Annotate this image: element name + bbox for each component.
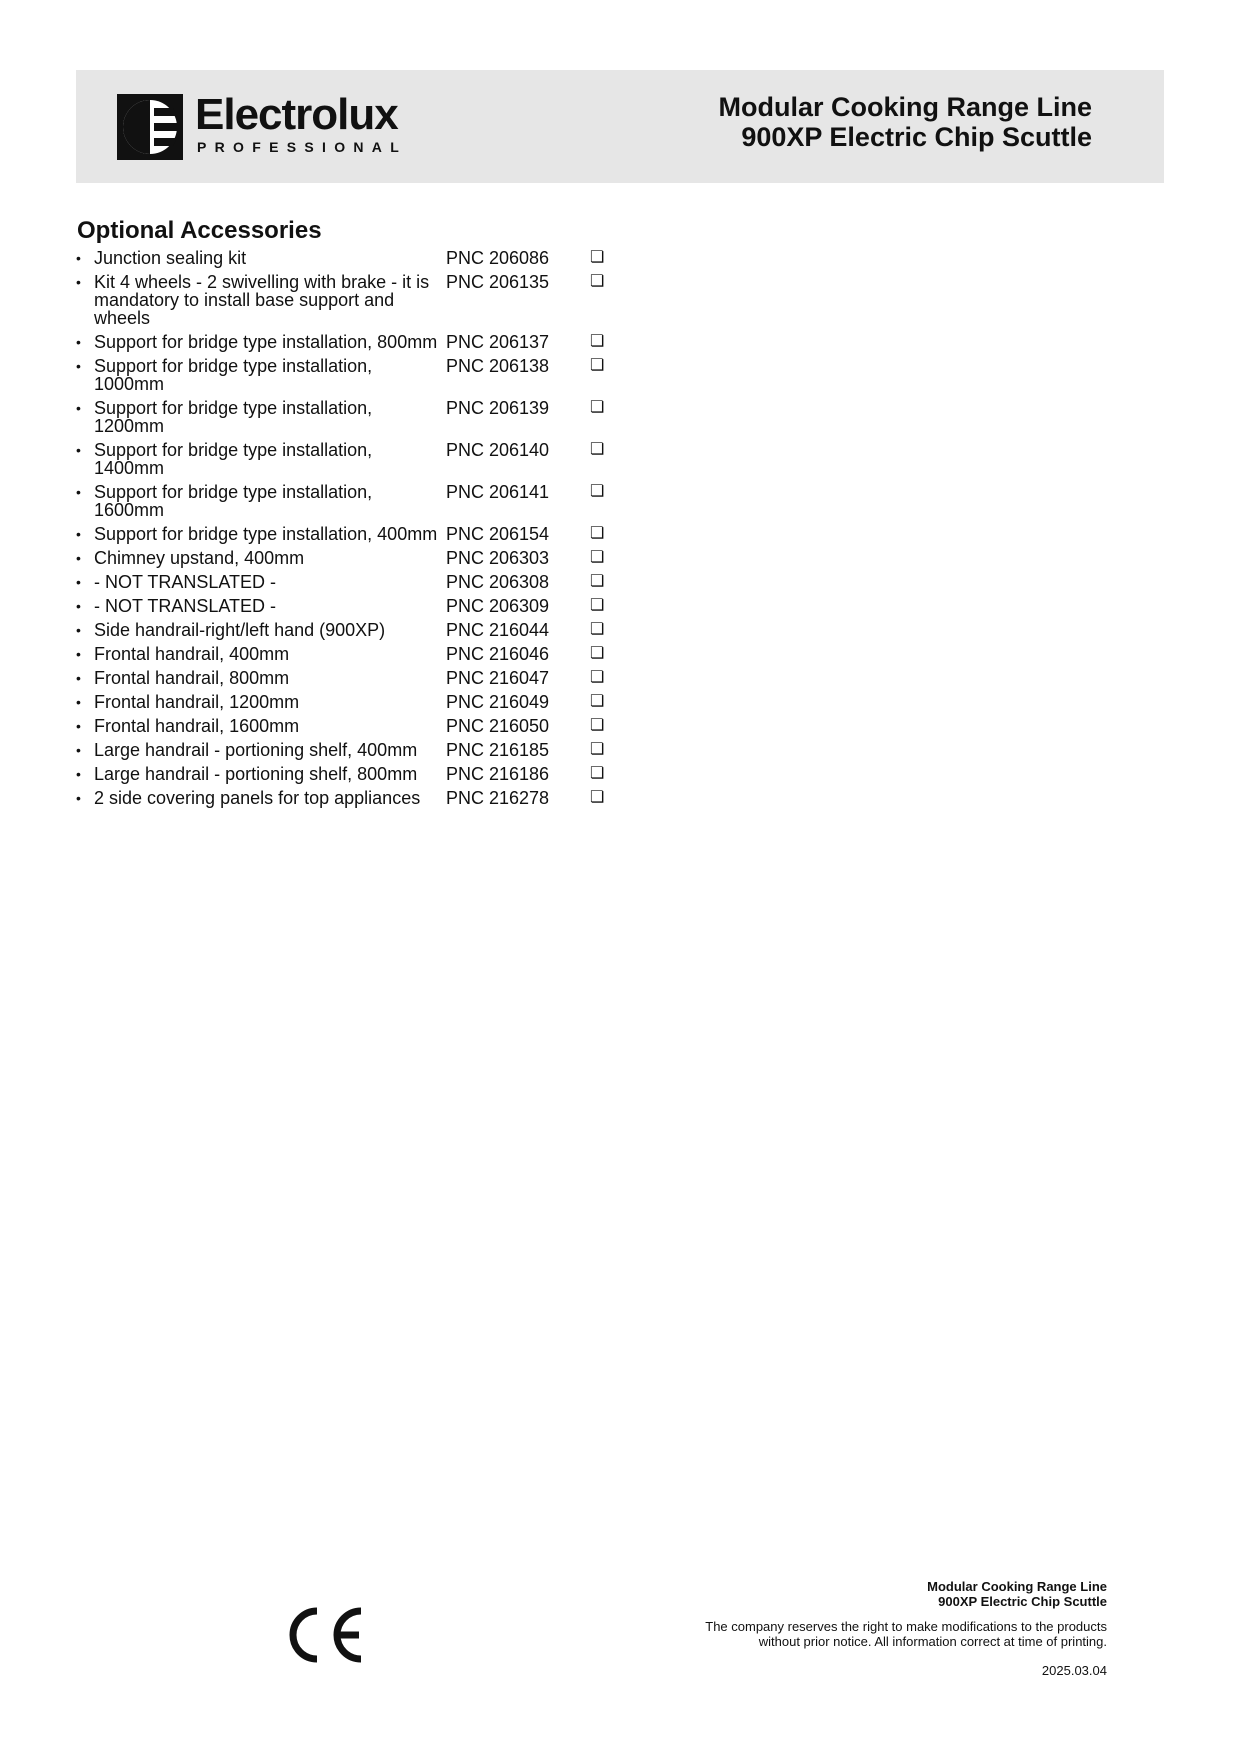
bullet-icon: •	[76, 484, 81, 500]
accessory-pnc: PNC 216047	[446, 668, 550, 688]
bullet-icon: •	[76, 358, 81, 374]
accessory-pnc: PNC 206141	[446, 482, 550, 502]
accessory-item	[76, 549, 616, 567]
bullet-icon: •	[76, 250, 81, 266]
bullet-icon: •	[76, 790, 81, 806]
checkbox-icon[interactable]: ❏	[590, 669, 605, 686]
brand-logo	[117, 90, 437, 162]
checkbox-icon[interactable]: ❏	[590, 765, 605, 782]
accessory-item	[76, 273, 616, 327]
footer-date: 2025.03.04	[1041, 1663, 1107, 1678]
bullet-icon: •	[76, 274, 81, 290]
accessory-item	[76, 765, 616, 783]
accessory-description: Junction sealing kit	[94, 248, 247, 268]
accessory-description: Support for bridge type installation, 1400mm	[94, 440, 373, 478]
accessory-description: Large handrail - portioning shelf, 800mm	[94, 764, 418, 784]
accessory-description: Frontal handrail, 1600mm	[94, 716, 300, 736]
checkbox-icon[interactable]: ❏	[590, 741, 605, 758]
bullet-icon: •	[76, 598, 81, 614]
brand-subtitle: PROFESSIONAL	[197, 139, 408, 155]
bullet-icon: •	[76, 442, 81, 458]
footer-disclaimer-line1: The company reserves the right to make modifications to the products	[705, 1619, 1107, 1634]
accessory-description: Support for bridge type installation, 400mm	[94, 524, 438, 544]
accessory-item	[76, 717, 616, 735]
checkbox-icon[interactable]: ❏	[590, 441, 605, 458]
accessories-list	[76, 249, 616, 813]
accessory-pnc: PNC 216185	[446, 740, 550, 760]
accessory-description: Frontal handrail, 1200mm	[94, 692, 300, 712]
bullet-icon: •	[76, 622, 81, 638]
checkbox-icon[interactable]: ❏	[590, 525, 605, 542]
footer-title	[705, 1579, 1107, 1609]
accessory-pnc: PNC 206303	[446, 548, 550, 568]
checkbox-icon[interactable]: ❏	[590, 573, 605, 590]
document-title-line1: Modular Cooking Range Line	[718, 92, 1092, 122]
accessory-pnc: PNC 206309	[446, 596, 550, 616]
footer	[705, 1579, 1107, 1678]
checkbox-icon[interactable]: ❏	[590, 333, 605, 350]
accessory-description: - NOT TRANSLATED -	[94, 572, 277, 592]
accessory-description: - NOT TRANSLATED -	[94, 596, 277, 616]
accessory-item	[76, 597, 616, 615]
checkbox-icon[interactable]: ❏	[590, 693, 605, 710]
accessory-description: 2 side covering panels for top appliances	[94, 788, 421, 808]
bullet-icon: •	[76, 526, 81, 542]
bullet-icon: •	[76, 550, 81, 566]
bullet-icon: •	[76, 694, 81, 710]
accessory-pnc: PNC 216049	[446, 692, 550, 712]
accessory-description: Support for bridge type installation, 1200mm	[94, 398, 373, 436]
accessory-item	[76, 669, 616, 687]
checkbox-icon[interactable]: ❏	[590, 549, 605, 566]
accessory-item	[76, 693, 616, 711]
accessory-pnc: PNC 206139	[446, 398, 550, 418]
footer-title-line2: 900XP Electric Chip Scuttle	[938, 1594, 1107, 1609]
footer-disclaimer	[705, 1619, 1107, 1649]
accessory-item	[76, 573, 616, 591]
accessory-pnc: PNC 206154	[446, 524, 550, 544]
footer-disclaimer-line2: without prior notice. All information correct at time of printing.	[758, 1634, 1107, 1649]
ce-mark-icon	[283, 1605, 365, 1665]
document-title-line2: 900XP Electric Chip Scuttle	[741, 122, 1092, 152]
accessory-item	[76, 621, 616, 639]
bullet-icon: •	[76, 646, 81, 662]
accessory-description: Frontal handrail, 400mm	[94, 644, 290, 664]
electrolux-logo-icon	[117, 94, 183, 160]
bullet-icon: •	[76, 574, 81, 590]
bullet-icon: •	[76, 334, 81, 350]
accessory-item	[76, 741, 616, 759]
accessory-description: Support for bridge type installation, 800mm	[94, 332, 438, 352]
accessory-item	[76, 789, 616, 807]
checkbox-icon[interactable]: ❏	[590, 357, 605, 374]
accessory-description: Side handrail-right/left hand (900XP)	[94, 620, 386, 640]
accessory-description: Kit 4 wheels - 2 swivelling with brake - it is mandatory to install base support and wheels	[94, 272, 430, 328]
checkbox-icon[interactable]: ❏	[590, 399, 605, 416]
checkbox-icon[interactable]: ❏	[590, 249, 605, 266]
accessory-item	[76, 357, 616, 393]
checkbox-icon[interactable]: ❏	[590, 645, 605, 662]
document-title	[718, 92, 1092, 152]
checkbox-icon[interactable]: ❏	[590, 483, 605, 500]
bullet-icon: •	[76, 742, 81, 758]
accessory-pnc: PNC 216044	[446, 620, 550, 640]
accessory-pnc: PNC 206137	[446, 332, 550, 352]
section-title: Optional Accessories	[77, 217, 322, 244]
accessory-description: Frontal handrail, 800mm	[94, 668, 290, 688]
accessory-item	[76, 645, 616, 663]
checkbox-icon[interactable]: ❏	[590, 717, 605, 734]
accessory-item	[76, 525, 616, 543]
accessory-pnc: PNC 216186	[446, 764, 550, 784]
brand-name: Electrolux	[195, 90, 398, 139]
bullet-icon: •	[76, 670, 81, 686]
checkbox-icon[interactable]: ❏	[590, 597, 605, 614]
accessory-item	[76, 399, 616, 435]
accessory-pnc: PNC 216278	[446, 788, 550, 808]
accessory-description: Support for bridge type installation, 1000mm	[94, 356, 373, 394]
accessory-description: Large handrail - portioning shelf, 400mm	[94, 740, 418, 760]
header-band	[76, 70, 1164, 183]
accessory-pnc: PNC 206308	[446, 572, 550, 592]
accessory-item	[76, 441, 616, 477]
checkbox-icon[interactable]: ❏	[590, 621, 605, 638]
accessory-item	[76, 249, 616, 267]
checkbox-icon[interactable]: ❏	[590, 273, 605, 290]
accessory-item	[76, 333, 616, 351]
checkbox-icon[interactable]: ❏	[590, 789, 605, 806]
accessory-pnc: PNC 206138	[446, 356, 550, 376]
footer-title-line1: Modular Cooking Range Line	[927, 1579, 1107, 1594]
accessory-description: Chimney upstand, 400mm	[94, 548, 305, 568]
accessory-pnc: PNC 216046	[446, 644, 550, 664]
accessory-item	[76, 483, 616, 519]
accessory-pnc: PNC 206086	[446, 248, 550, 268]
bullet-icon: •	[76, 400, 81, 416]
accessory-pnc: PNC 216050	[446, 716, 550, 736]
bullet-icon: •	[76, 766, 81, 782]
accessory-description: Support for bridge type installation, 1600mm	[94, 482, 373, 520]
accessory-pnc: PNC 206135	[446, 272, 550, 292]
bullet-icon: •	[76, 718, 81, 734]
accessory-pnc: PNC 206140	[446, 440, 550, 460]
